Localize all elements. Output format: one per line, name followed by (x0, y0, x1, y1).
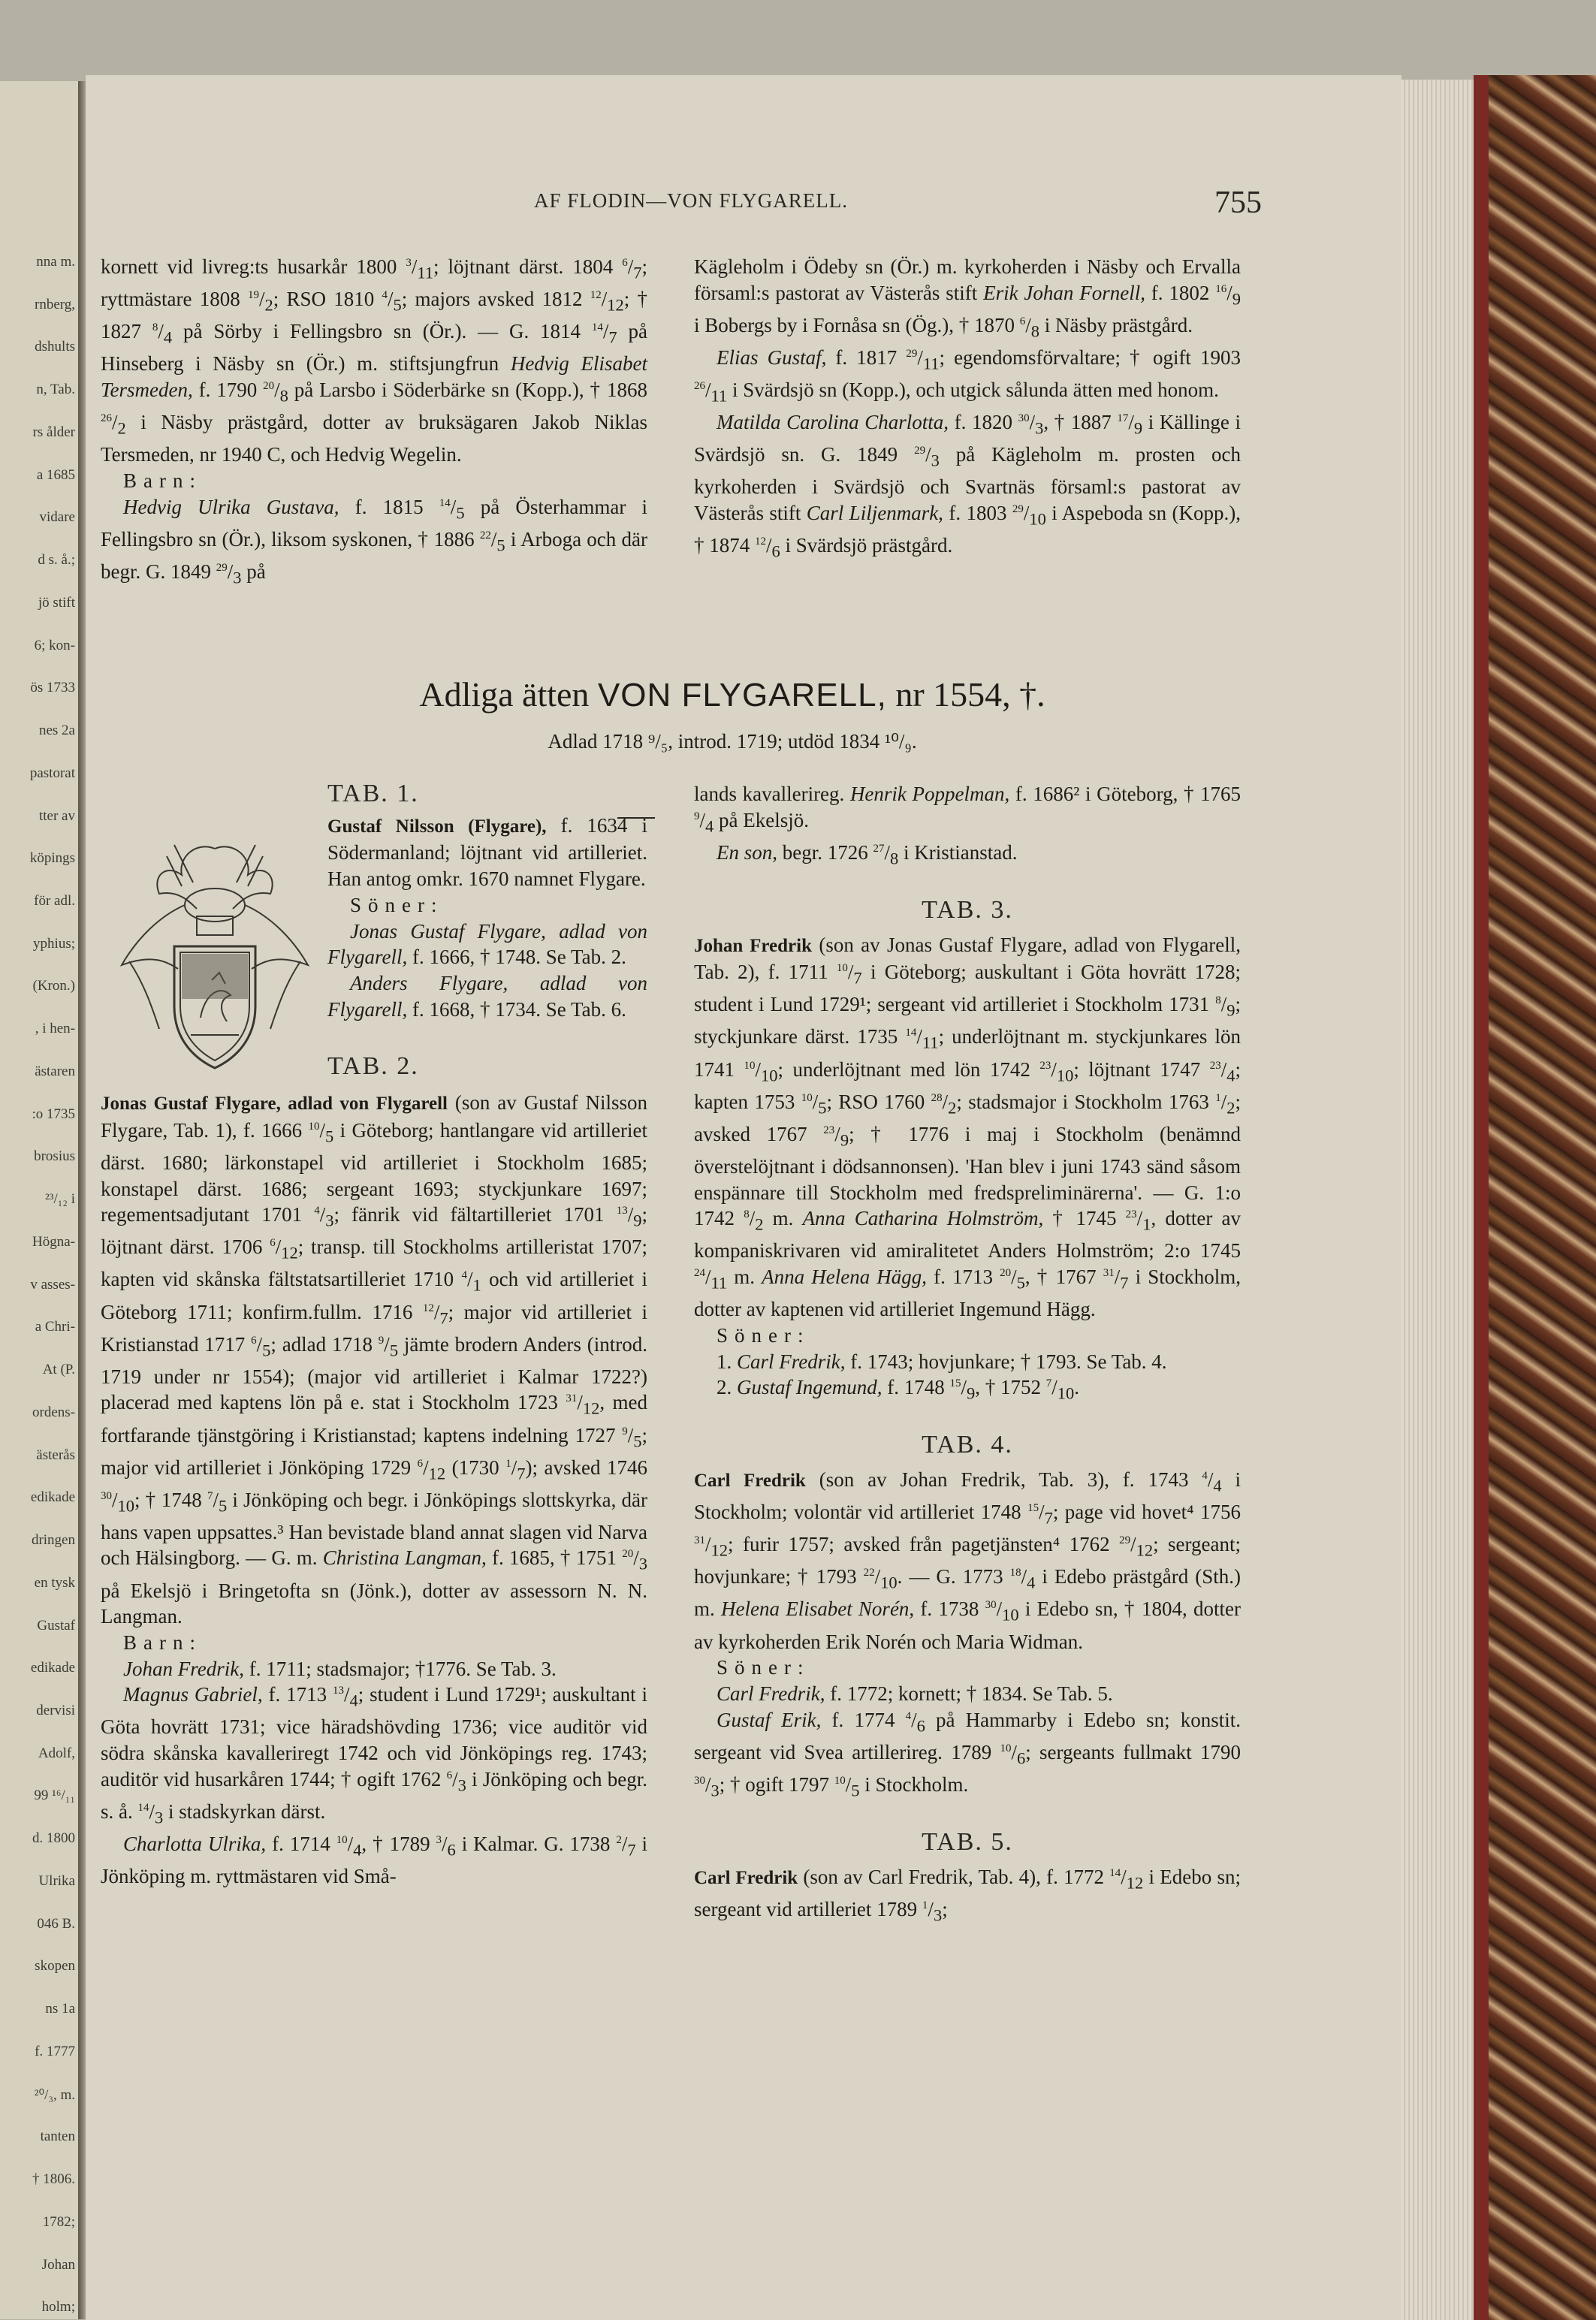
column-top-left: kornett vid livreg:ts husarkår 1800 $^3/_{11}$; löjtnant därst. 1804 $^6/_7$; ryttmästare 1808 $^{19}/_2$; RSO 1810 $^4/_5$; majors avsked 1812 $^{12}/_{12}$; † 1827 $^8/_4$ på Sörby i Fellingsbro sn (Ör.). — G. 1814 $^{14}/_7$ på Hinseberg i Näsby sn (Ör.) m. stiftsjungfrun Hedvig Elisabet Tersmeden, f. 1790 $^{20}/_8$ på Larsbo i Söderbärke sn (Kopp.), † 1868 $^{26}/_2$ i Näsby prästgård, dotter av bruksägaren Jakob Niklas Tersmeden, nr 1940 C, och Hedvig Wegelin. Barn: Hedvig Ulrika Gustava, f. 1815 $^{14}/_5$ på Österhammar i Fellingsbro sn (Ör.), liksom syskonen, † 1886 $^{22}/_5$ i Arboga och där begr. G. 1849 $^{29}/_3$ på (101, 255, 648, 587)
title-family: VON FLYGARELL, (597, 677, 887, 713)
prev-page-fragment: 1782; (42, 2213, 75, 2230)
book-cover (1474, 75, 1596, 2320)
prev-page-fragment: rs ålder (32, 424, 75, 440)
barn-label: Barn: (123, 469, 202, 492)
prev-page-fragment: ²⁰/₃, m. (34, 2086, 75, 2103)
tab-3-heading: TAB. 3. (922, 895, 1013, 924)
prev-page-fragment: a Chri- (35, 1319, 75, 1335)
prev-page-fragment: , i hen- (35, 1021, 75, 1037)
tab-4-heading: TAB. 4. (922, 1431, 1013, 1459)
prev-page-fragment: a 1685 (36, 466, 75, 483)
prev-page-fragment: ²³/₁₂ i (45, 1191, 75, 1208)
page-number: 755 (1214, 186, 1262, 220)
prev-page-fragment: yphius; (33, 935, 75, 952)
prev-page-fragment: At (P. (42, 1362, 75, 1378)
prev-page-fragment: v asses- (30, 1276, 75, 1293)
prev-page-fragment: pastorat (29, 765, 75, 781)
prev-page-fragment: 6; kon- (34, 637, 75, 653)
prev-page-fragment: vidare (39, 509, 75, 526)
prev-page-fragment: d s. å.; (38, 552, 75, 569)
prev-page-fragment: jö stift (38, 594, 75, 611)
tab-5-heading: TAB. 5. (922, 1827, 1013, 1856)
prev-page-fragment: brosius (34, 1148, 75, 1165)
tab-2-heading: TAB. 2. (327, 1052, 419, 1081)
prev-page-fragment: rnberg, (35, 296, 75, 312)
prev-page-fragment: för adl. (34, 893, 75, 910)
prev-page-fragment: f. 1777 (35, 2043, 75, 2059)
prev-page-fragment: skopen (35, 1958, 75, 1975)
prev-page-fragment: köpings (29, 850, 75, 867)
prev-page-fragment: ästerås (36, 1447, 75, 1463)
prev-page-fragment: n, Tab. (36, 382, 75, 398)
page-edges (1401, 80, 1474, 2320)
title-suffix: nr 1554, †. (895, 675, 1045, 713)
barn-label-2: Barn: (123, 1631, 202, 1654)
prev-page-fragment: Högna- (32, 1233, 75, 1250)
prev-page-fragment: edikade (30, 1489, 75, 1506)
soner-label-2: Söner: (717, 1323, 810, 1347)
prev-page-fragment: dshults (35, 339, 75, 355)
prev-page-fragment: ästaren (35, 1063, 75, 1079)
title-prefix: Adliga ätten (419, 675, 590, 713)
column-lower-left: TAB. 1. Gustaf Nilsson (Flygare), f. 1634 i Södermanland; löjtnant vid artilleriet. Han antog omkr. 1670 namnet Flygare. Söner: Jonas Gustaf Flygare, adlad von Flygarell, f. 1666, † 1748. Se Tab. 2. Anders Flygare, adlad von Flygarell, f. 1668, † 1734. Se Tab. 6. TAB. 2. Jonas Gustaf Flygare, adlad von Flygarell (son av Gustaf Nilsson Flygare, Tab. 1), f. 1666 $^{10}/_5$ i Göteborg; hantlangare vid artilleriet därst. 1680; lärkonstapel vid artilleriet i Stockholm 1685; konstapel därst. 1686; sergeant 1693; styckjunkare 1697; regementsadjutant 1701 $^4/_3$; fänrik vid fältartilleriet 1701 $^{13}/_9$; löjtnant därst. 1706 $^6/_{12}$; transp. till Stockholms artilleristat 1707; kapten vid skånska fältstatsartilleriet 1710 $^4/_1$ och vid artilleriet i Göteborg 1711; konfirm.fullm. 1716 $^{12}/_7$; major vid artilleriet i Kristianstad 1717 $^6/_5$; adlad 1718 $^9/_5$ jämte brodern Anders (introd. 1719 under nr 1554); (major vid artilleriet i Kalmar 1722?) placerad med kaptens lön på e. stat i Stockholm 1723 $^{31}/_{12}$, med fortfarande tjänstgöring i Kristianstad; kaptens indelning 1727 $^9/_5$; major vid artilleriet i Jönköping 1729 $^6/_{12}$ (1730 $^1/_7$); avsked 1746 $^{30}/_{10}$; † 1748 $^7/_5$ i Jönköping och begr. i Jönköpings slottskyrka, där hans vapen uppsattes.³ Han bevistade bland annat slagen vid Narva och Hälsingborg. — G. m. Christina Langman, f. 1685, † 1751 $^{20}/_3$ på Ekelsjö i Bringetofta sn (Jönk.), dotter av assessorn N. N. Langman. Barn: Johan Fredrik, f. 1711; stadsmajor; †1776. Se Tab. 3. Magnus Gabriel, f. 1713 $^{13}/_4$; student i Lund 1729¹; auskultant i Göta hovrätt 1731; vice häradshövding 1736; vice auditör vid södra skånska kavalleriregt 1742 och vid Jönköpings reg. 1743; auditör vid husarkåren 1744; † ogift 1762 $^6/_3$ i Jönköping och begr. s. å. $^{14}/_3$ i stadskyrkan därst. Charlotta Ulrika, f. 1714 $^{10}/_4$, † 1789 $^3/_6$ i Kalmar. G. 1738 $^2/_7$ i Jönköping m. ryttmästaren vid Små- (101, 780, 648, 1888)
prev-page-fragment: en tysk (34, 1574, 75, 1591)
prev-page-fragment: Johan (41, 2256, 75, 2273)
prev-page-fragment: Ulrika (38, 1872, 75, 1889)
family-title (300, 674, 1164, 714)
soner-label: Söner: (350, 893, 444, 916)
prev-page-fragment: tanten (40, 2128, 75, 2145)
book-gutter (78, 81, 86, 2319)
prev-page-fragment: d. 1800 (32, 1830, 75, 1847)
family-subtitle: Adlad 1718 ⁹/₅, introd. 1719; utdöd 1834 ¹⁰/₉. (548, 730, 917, 753)
prev-page-fragment: (Kron.) (32, 978, 75, 994)
prev-page-fragment: :o 1735 (32, 1106, 75, 1122)
cover-spine-edge (1474, 75, 1489, 2320)
previous-page-edge (0, 81, 80, 2319)
column-lower-right: lands kavallerireg. Henrik Poppelman, f. 1686² i Göteborg, † 1765 $^9/_4$ på Ekelsjö. En son, begr. 1726 $^{27}/_8$ i Kristianstad. TAB. 3. Johan Fredrik (son av Jonas Gustaf Flygare, adlad von Flygarell, Tab. 2), f. 1711 $^{10}/_7$ i Göteborg; auskultant i Göta hovrätt 1728; student i Lund 1729¹; sergeant vid artilleriet i Stockholm 1731 $^8/_9$; styckjunkare därst. 1735 $^{14}/_{11}$; underlöjtnant m. styckjunkares lön 1741 $^{10}/_{10}$; underlöjtnant med lön 1742 $^{23}/_{10}$; löjtnant 1747 $^{23}/_4$; kapten 1753 $^{10}/_5$; RSO 1760 $^{28}/_2$; stadsmajor i Stockholm 1763 $^1/_2$; avsked 1767 $^{23}/_9$; † 1776 i maj i Stockholm (benämnd överstelöjtnant i dödsannonsen). 'Han blev i juni 1743 sänd såsom enspännare till Stockholm med fredspreliminärerna'. — G. 1:o 1742 $^8/_2$ m. Anna Catharina Holmström, † 1745 $^{23}/_1$, dotter av kompaniskrivaren vid amiralitetet Anders Holmström; 2:o 1745 $^{24}/_{11}$ m. Anna Helena Hägg, f. 1713 $^{20}/_5$, † 1767 $^{31}/_7$ i Stockholm, dotter av kaptenen vid artilleriet Ingemund Hägg. Söner: 1. Carl Fredrik, f. 1743; hovjunkare; † 1793. Se Tab. 4. 2. Gustaf Ingemund, f. 1748 $^{15}/_9$, † 1752 $^7/_{10}$. TAB. 4. Carl Fredrik (son av Johan Fredrik, Tab. 3), f. 1743 $^4/_4$ i Stockholm; volontär vid artilleriet 1748 $^{15}/_7$; page vid hovet⁴ 1756 $^{31}/_{12}$; furir 1757; avsked från pagetjänsten⁴ 1762 $^{29}/_{12}$; sergeant; hovjunkare; † 1793 $^{22}/_{10}$. — G. 1773 $^{18}/_4$ i Edebo prästgård (Sth.) m. Helena Elisabet Norén, f. 1738 $^{30}/_{10}$ i Edebo sn, † 1804, dotter av kyrkoherden Erik Norén och Maria Widman. Söner: Carl Fredrik, f. 1772; kornett; † 1834. Se Tab. 5. Gustaf Erik, f. 1774 $^4/_6$ på Hammarby i Edebo sn; konstit. sergeant vid Svea artillerireg. 1789 $^{10}/_6$; sergeants fullmakt 1790 $^{30}/_3$; † ogift 1797 $^{10}/_5$ i Stockholm. TAB. 5. Carl Fredrik (son av Carl Fredrik, Tab. 4), f. 1772 $^{14}/_{12}$ i Edebo sn; sergeant vid artilleriet 1789 $^1/_3$; (694, 783, 1242, 1925)
prev-page-fragment: edikade (30, 1660, 75, 1676)
prev-page-fragment: ns 1a (45, 2001, 75, 2017)
prev-page-fragment: holm; (41, 2299, 75, 2315)
column-top-right: Kägleholm i Ödeby sn (Ör.) m. kyrkoherden i Näsby och Ervalla församl:s pastorat av Västerås stift Erik Johan Fornell, f. 1802 $^{16}/_9$ i Bobergs by i Fornåsa sn (Ög.), † 1870 $^6/_8$ i Näsby prästgård. Elias Gustaf, f. 1817 $^{29}/_{11}$; egendomsförvaltare; † ogift 1903 $^{26}/_{11}$ i Svärdsjö sn (Kopp.), och utgick sålunda ätten med honom. Matilda Carolina Charlotta, f. 1820 $^{30}/_3$, † 1887 $^{17}/_9$ i Källinge i Svärdsjö sn. G. 1849 $^{29}/_3$ på Kägleholm m. prosten och kyrkoherden i Svärdsjö och Svartnäs församl:s pastorat av Västerås stift Carl Liljenmark, f. 1803 $^{29}/_{10}$ i Aspeboda sn (Kopp.), † 1874 $^{12}/_6$ i Svärdsjö prästgård. (694, 255, 1242, 561)
prev-page-fragment: nna m. (36, 254, 75, 270)
prev-page-fragment: dringen (31, 1532, 75, 1549)
soner-label-3: Söner: (717, 1656, 810, 1679)
prev-page-fragment: † 1806. (32, 2171, 75, 2188)
prev-page-fragment: Gustaf (37, 1617, 75, 1634)
prev-page-fragment: nes 2a (38, 723, 75, 739)
prev-page-fragment: 046 B. (37, 1915, 75, 1932)
running-head: AF FLODIN—VON FLYGARELL. (533, 189, 849, 212)
prev-page-fragment: Adolf, (38, 1745, 75, 1761)
prev-page-fragment: 99 ¹⁶/₁₁ (34, 1788, 75, 1804)
tab-1-heading: TAB. 1. (327, 780, 419, 807)
prev-page-fragment: dervisi (36, 1702, 75, 1718)
prev-page-fragment: ordens- (32, 1404, 75, 1420)
prev-page-fragment: ös 1733 (30, 680, 75, 696)
prev-page-fragment: tter av (38, 807, 75, 824)
